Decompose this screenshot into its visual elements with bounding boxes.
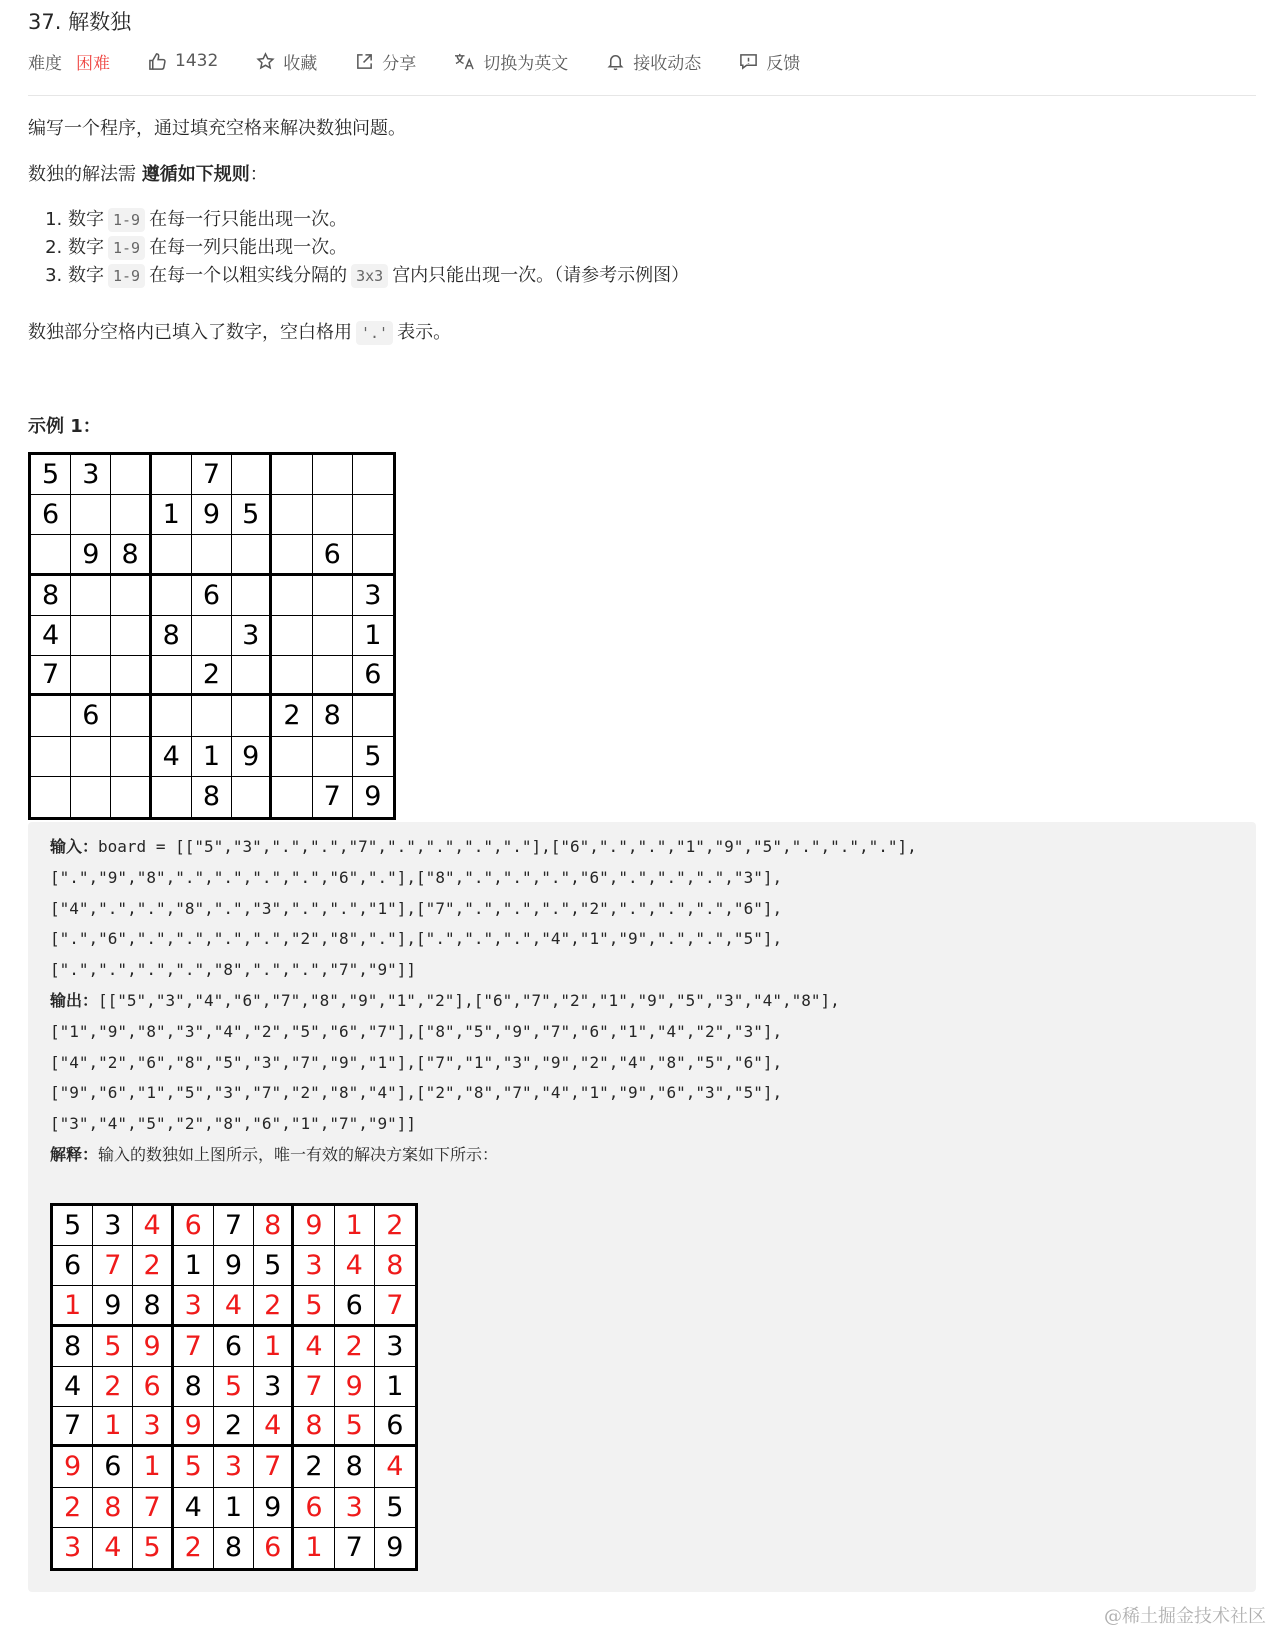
sudoku-input-board (28, 452, 396, 820)
sudoku-cell: 5 (375, 1488, 415, 1528)
sudoku-cell: 6 (375, 1407, 415, 1447)
sudoku-cell: 4 (254, 1407, 294, 1447)
sudoku-cell: 6 (133, 1367, 173, 1407)
sudoku-cell: 9 (335, 1367, 375, 1407)
sudoku-cell: 8 (214, 1528, 254, 1568)
sudoku-cell: 4 (375, 1447, 415, 1487)
rules-lead-colon: ： (249, 164, 268, 185)
sudoku-cell: 3 (353, 576, 393, 616)
sudoku-cell (232, 455, 272, 495)
sudoku-cell: 3 (174, 1286, 214, 1326)
difficulty-badge: 困难 (76, 53, 110, 74)
sudoku-cell: 8 (192, 777, 232, 817)
sudoku-cell: 5 (53, 1206, 93, 1246)
sudoku-cell (71, 777, 111, 817)
sudoku-cell: 9 (254, 1488, 294, 1528)
sudoku-cell (272, 777, 312, 817)
thumbs-up-icon (148, 52, 167, 71)
sudoku-cell: 5 (133, 1528, 173, 1568)
sudoku-cell: 6 (174, 1206, 214, 1246)
share-icon (355, 52, 374, 71)
sudoku-cell: 9 (192, 495, 232, 535)
sudoku-cell: 9 (386, 1532, 404, 1564)
input-line: [".",".",".",".","8",".",".","7","9"]] (50, 960, 417, 980)
sudoku-cell: 6 (71, 696, 111, 736)
sudoku-cell (272, 616, 312, 656)
sudoku-cell (192, 535, 232, 575)
sudoku-cell (353, 495, 393, 535)
sudoku-cell: 6 (214, 1327, 254, 1367)
sudoku-cell: 7 (254, 1447, 294, 1487)
sudoku-cell: 6 (192, 576, 232, 616)
sudoku-cell: 8 (93, 1488, 133, 1528)
explain-label: 解释： (50, 1144, 99, 1164)
sudoku-cell (313, 737, 353, 777)
problem-meta-bar (28, 46, 838, 76)
translate-icon (454, 52, 475, 71)
rule-item (68, 262, 689, 290)
rule-code: 1-9 (108, 208, 145, 232)
feedback-icon (739, 52, 758, 71)
sudoku-cell (111, 777, 151, 817)
sudoku-cell (152, 696, 192, 736)
sudoku-cell (71, 576, 111, 616)
sudoku-cell: 1 (93, 1407, 133, 1447)
blank-note (28, 318, 451, 344)
sudoku-cell (111, 455, 151, 495)
blank-note-text-end: 表示。 (397, 322, 452, 343)
sudoku-cell (111, 737, 151, 777)
sudoku-cell: 5 (353, 737, 393, 777)
sudoku-cell: 9 (53, 1447, 93, 1487)
sudoku-cell: 5 (294, 1286, 334, 1326)
sudoku-cell: 6 (53, 1246, 93, 1286)
sudoku-cell: 1 (353, 616, 393, 656)
sudoku-cell: 1 (174, 1246, 214, 1286)
sudoku-cell (353, 696, 393, 736)
sudoku-cell: 9 (71, 535, 111, 575)
sudoku-cell: 4 (294, 1327, 334, 1367)
sudoku-cell: 8 (174, 1367, 214, 1407)
sudoku-cell (31, 777, 71, 817)
rule-item (68, 234, 689, 262)
rules-lead-text: 数独的解法需 (28, 164, 142, 185)
sudoku-cell: 7 (335, 1528, 375, 1568)
sudoku-cell: 2 (133, 1246, 173, 1286)
sudoku-cell (313, 616, 353, 656)
sudoku-cell (232, 656, 272, 696)
sudoku-cell (111, 495, 151, 535)
example-title: 示例 1： (28, 416, 101, 437)
sudoku-cell: 8 (53, 1327, 93, 1367)
sudoku-cell (272, 656, 312, 696)
sudoku-cell: 7 (192, 455, 232, 495)
sudoku-cell (71, 495, 111, 535)
header-divider (28, 95, 1256, 96)
sudoku-cell: 9 (93, 1286, 133, 1326)
output-line: ["9","6","1","5","3","7","2","8","4"],["2","8","7","4","1","9","6","3","5"], (50, 1083, 783, 1103)
switch-language-button[interactable] (454, 49, 568, 74)
sudoku-cell (353, 535, 393, 575)
sudoku-cell: 8 (152, 616, 192, 656)
sudoku-cell: 8 (313, 696, 353, 736)
sudoku-cell: 5 (254, 1246, 294, 1286)
sudoku-cell: 2 (192, 656, 232, 696)
sudoku-cell: 1 (254, 1327, 294, 1367)
sudoku-cell: 4 (335, 1246, 375, 1286)
switch-language-label: 切换为英文 (483, 53, 569, 74)
sudoku-cell (272, 576, 312, 616)
favorite-button[interactable] (256, 49, 317, 74)
like-count: 1432 (175, 51, 219, 71)
sudoku-cell: 4 (93, 1528, 133, 1568)
sudoku-cell (111, 656, 151, 696)
sudoku-cell: 7 (93, 1246, 133, 1286)
output-line: ["3","4","5","2","8","6","1","7","9"]] (50, 1114, 417, 1134)
input-line: [".","6",".",".",".",".","2","8","."],[".",".",".","4","1","9",".",".","5"], (50, 929, 783, 949)
sudoku-cell: 3 (375, 1327, 415, 1367)
sudoku-cell (152, 455, 192, 495)
rule-prefix: 数字 (68, 237, 104, 258)
feedback-label: 反馈 (766, 53, 801, 74)
sudoku-cell: 4 (53, 1367, 93, 1407)
sudoku-cell (232, 777, 272, 817)
sudoku-cell: 9 (294, 1206, 334, 1246)
sudoku-cell: 5 (214, 1367, 254, 1407)
rule-text: 在每一个以粗实线分隔的 (149, 265, 348, 286)
sudoku-cell (111, 696, 151, 736)
rule-code: 3x3 (351, 264, 388, 288)
sudoku-cell: 8 (31, 576, 71, 616)
sudoku-cell (232, 535, 272, 575)
rules-list (28, 206, 689, 290)
sudoku-cell: 3 (294, 1246, 334, 1286)
sudoku-cell (272, 737, 312, 777)
sudoku-cell: 8 (254, 1206, 294, 1246)
difficulty-label: 难度 (28, 53, 62, 74)
like-button[interactable] (148, 51, 218, 71)
sudoku-cell: 2 (272, 696, 312, 736)
sudoku-cell (313, 656, 353, 696)
sudoku-cell: 2 (254, 1286, 294, 1326)
output-line: ["1","9","8","3","4","2","5","6","7"],["8","5","9","7","6","1","4","2","3"], (50, 1021, 783, 1041)
sudoku-cell: 5 (31, 455, 71, 495)
sudoku-cell (111, 576, 151, 616)
sudoku-cell: 8 (111, 535, 151, 575)
sudoku-cell: 8 (375, 1246, 415, 1286)
sudoku-cell: 6 (254, 1528, 294, 1568)
sudoku-cell: 1 (214, 1488, 254, 1528)
share-button[interactable] (355, 49, 416, 74)
share-label: 分享 (382, 53, 417, 74)
input-line: ["4",".",".","8",".","3",".",".","1"],["7",".",".",".","2",".",".",".","6"], (50, 898, 783, 918)
sudoku-cell: 7 (133, 1488, 173, 1528)
input-label: 输入： (50, 837, 99, 856)
sudoku-cell: 1 (133, 1447, 173, 1487)
sudoku-cell: 3 (232, 616, 272, 656)
sudoku-cell (152, 535, 192, 575)
sudoku-cell (353, 455, 393, 495)
rule-prefix: 数字 (68, 209, 104, 230)
sudoku-cell: 9 (214, 1246, 254, 1286)
sudoku-cell: 5 (232, 495, 272, 535)
sudoku-cell: 3 (254, 1367, 294, 1407)
favorite-label: 收藏 (283, 53, 318, 74)
sudoku-cell: 6 (313, 535, 353, 575)
sudoku-cell (272, 455, 312, 495)
subscribe-label: 接收动态 (633, 53, 702, 74)
sudoku-cell: 2 (375, 1206, 415, 1246)
sudoku-cell: 4 (31, 616, 71, 656)
sudoku-cell (232, 696, 272, 736)
sudoku-cell: 6 (353, 656, 393, 696)
rule-code: 1-9 (108, 264, 145, 288)
sudoku-cell (111, 616, 151, 656)
rule-text: 在每一行只能出现一次。 (149, 209, 348, 230)
sudoku-cell: 8 (335, 1447, 375, 1487)
sudoku-cell (313, 455, 353, 495)
sudoku-cell: 1 (375, 1367, 415, 1407)
explain-line (50, 1140, 917, 1171)
sudoku-cell (31, 737, 71, 777)
sudoku-cell: 7 (31, 656, 71, 696)
input-line: [".","9","8",".",".",".",".","6","."],["8",".",".",".","6",".",".",".","3"], (50, 867, 783, 887)
feedback-button[interactable] (739, 49, 800, 74)
star-icon (256, 52, 275, 71)
blank-note-text: 数独部分空格内已填入了数字，空白格用 (28, 322, 352, 343)
sudoku-cell: 7 (294, 1367, 334, 1407)
sudoku-cell: 6 (294, 1488, 334, 1528)
sudoku-cell (272, 535, 312, 575)
sudoku-cell: 4 (152, 737, 192, 777)
sudoku-cell: 3 (53, 1528, 93, 1568)
sudoku-cell: 2 (174, 1528, 214, 1568)
sudoku-cell: 3 (93, 1206, 133, 1246)
output-line (50, 986, 917, 1017)
sudoku-cell: 4 (214, 1286, 254, 1326)
sudoku-cell: 1 (53, 1286, 93, 1326)
sudoku-cell: 4 (174, 1488, 214, 1528)
sudoku-cell: 7 (214, 1206, 254, 1246)
rule-item (68, 206, 689, 234)
bell-icon (606, 52, 625, 71)
sudoku-cell: 1 (294, 1528, 334, 1568)
sudoku-cell: 4 (133, 1206, 173, 1246)
output-line: ["4","2","6","8","5","3","7","9","1"],["7","1","3","9","2","4","8","5","6"], (50, 1052, 783, 1072)
sudoku-cell: 1 (152, 495, 192, 535)
sudoku-cell (272, 495, 312, 535)
sudoku-cell: 1 (192, 737, 232, 777)
watermark: @稀土掘金技术社区 (1104, 1606, 1266, 1627)
problem-title: 37. 解数独 (28, 10, 132, 34)
sudoku-cell (152, 777, 192, 817)
sudoku-solution-board (50, 1203, 418, 1571)
sudoku-cell: 7 (53, 1407, 93, 1447)
sudoku-cell: 5 (174, 1447, 214, 1487)
sudoku-cell: 8 (133, 1286, 173, 1326)
output-label: 输出： (50, 990, 99, 1010)
sudoku-cell: 7 (375, 1286, 415, 1326)
sudoku-cell: 3 (133, 1407, 173, 1447)
rules-lead-bold: 遵循如下规则 (141, 164, 250, 185)
sudoku-cell: 6 (335, 1286, 375, 1326)
sudoku-cell (313, 576, 353, 616)
sudoku-cell: 9 (364, 781, 382, 813)
explain-text: 输入的数独如上图所示，唯一有效的解决方案如下所示： (98, 1144, 499, 1164)
input-text: board = [["5","3",".",".","7",".",".",".","."],["6",".",".","1","9","5",".",".","."], (98, 837, 917, 856)
sudoku-cell: 2 (53, 1488, 93, 1528)
sudoku-cell: 2 (335, 1327, 375, 1367)
sudoku-cell: 6 (93, 1447, 133, 1487)
sudoku-cell (71, 616, 111, 656)
sudoku-cell (192, 616, 232, 656)
sudoku-cell: 1 (335, 1206, 375, 1246)
sudoku-cell: 9 (232, 737, 272, 777)
sudoku-cell: 2 (294, 1447, 334, 1487)
sudoku-cell: 7 (313, 777, 353, 817)
sudoku-cell (313, 495, 353, 535)
sudoku-cell (192, 696, 232, 736)
sudoku-cell: 8 (294, 1407, 334, 1447)
sudoku-cell (31, 535, 71, 575)
sudoku-cell: 5 (335, 1407, 375, 1447)
subscribe-button[interactable] (606, 49, 701, 74)
rule-text: 宫内只能出现一次。（请参考示例图） (392, 265, 690, 286)
sudoku-cell: 3 (335, 1488, 375, 1528)
sudoku-cell: 3 (214, 1447, 254, 1487)
rule-code: 1-9 (108, 236, 145, 260)
rules-lead (28, 160, 268, 186)
input-line (50, 832, 917, 863)
rule-prefix: 数字 (68, 265, 104, 286)
sudoku-cell: 5 (93, 1327, 133, 1367)
sudoku-cell (152, 656, 192, 696)
blank-note-code: '.' (356, 321, 393, 345)
sudoku-cell (232, 576, 272, 616)
sudoku-cell: 9 (133, 1327, 173, 1367)
rule-text: 在每一列只能出现一次。 (149, 237, 348, 258)
sudoku-cell: 7 (174, 1327, 214, 1367)
sudoku-cell: 6 (31, 495, 71, 535)
sudoku-cell (71, 656, 111, 696)
sudoku-cell: 2 (93, 1367, 133, 1407)
output-text: [["5","3","4","6","7","8","9","1","2"],["6","7","2","1","9","5","3","4","8"], (98, 990, 840, 1010)
sudoku-cell (71, 737, 111, 777)
sudoku-cell: 9 (174, 1407, 214, 1447)
sudoku-cell: 3 (71, 455, 111, 495)
sudoku-cell (152, 576, 192, 616)
description-intro: 编写一个程序，通过填充空格来解决数独问题。 (28, 118, 406, 139)
sudoku-cell: 2 (214, 1407, 254, 1447)
sudoku-cell (31, 696, 71, 736)
example-block (28, 822, 1256, 1592)
